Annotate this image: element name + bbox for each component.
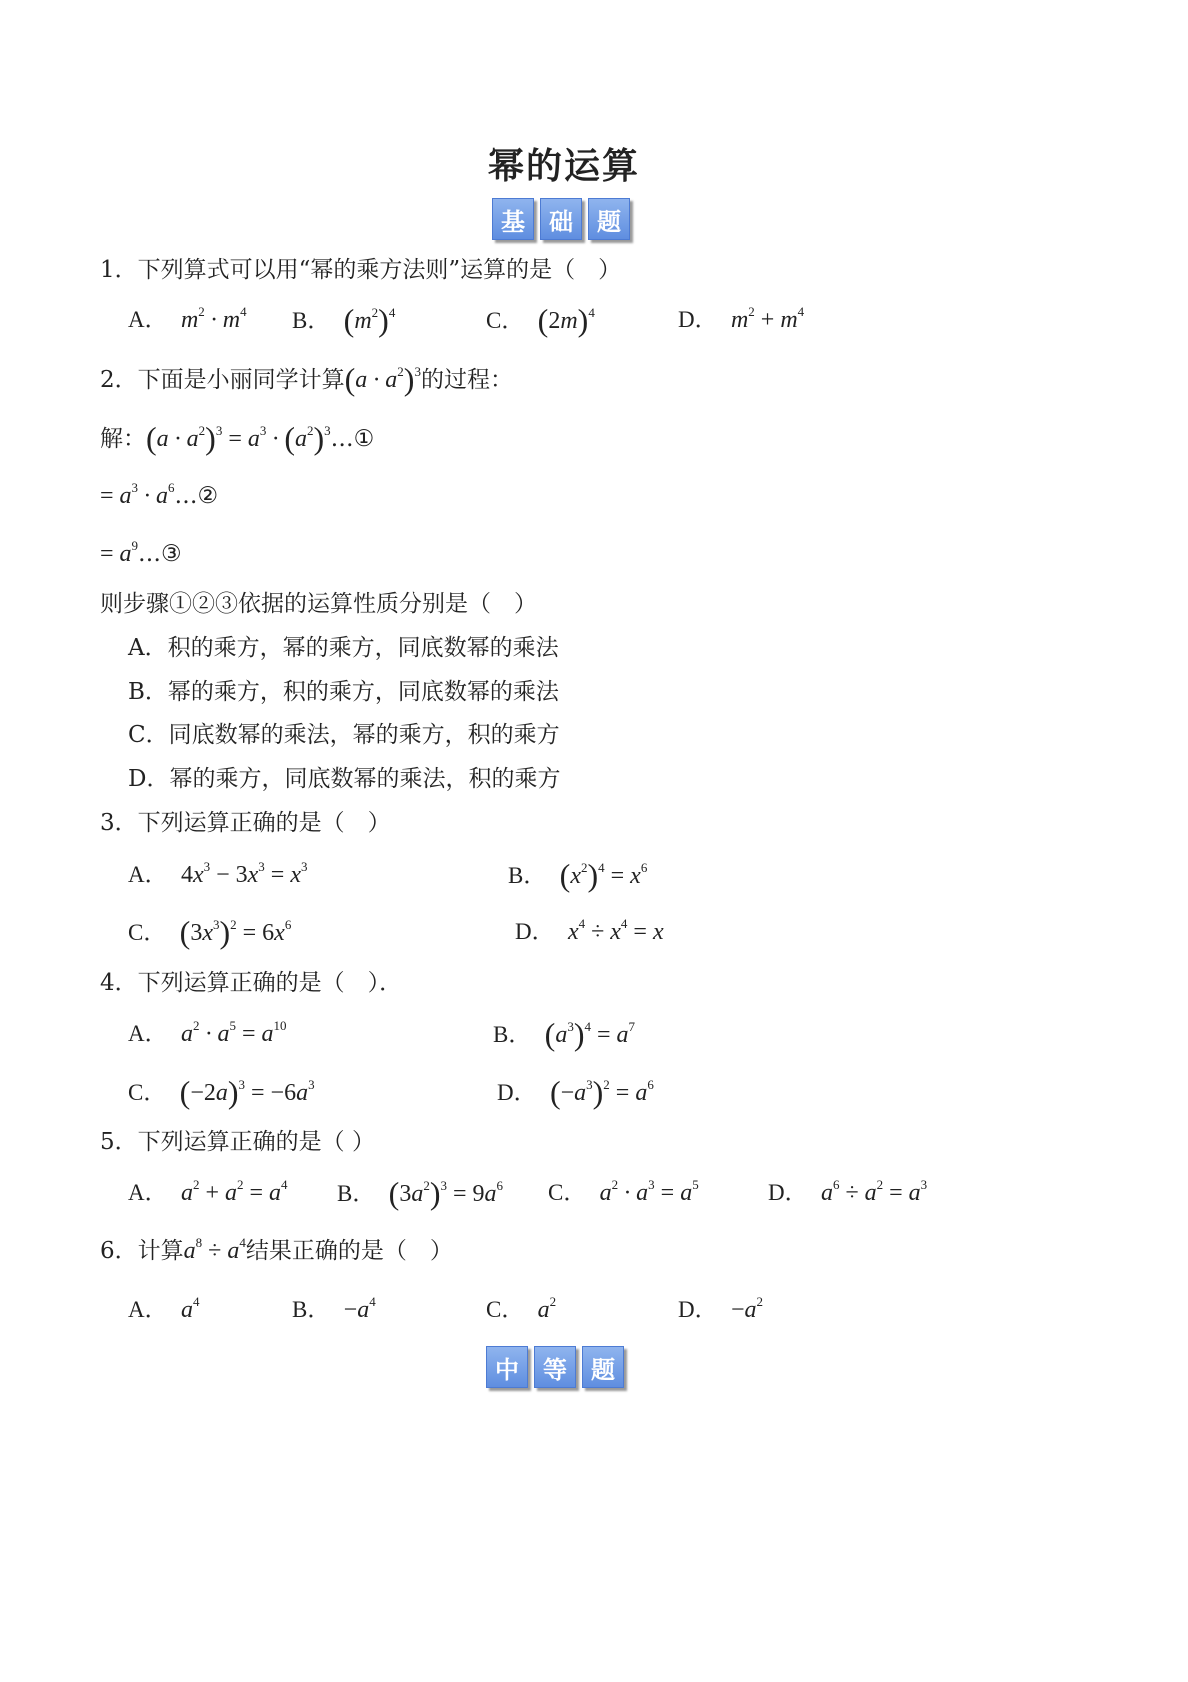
- q4-option-a: [128, 1019, 286, 1049]
- math-expression: $a^4$: [174, 1294, 200, 1323]
- math-expression: $(a \cdot a^2)^3$: [344, 361, 421, 397]
- q5-option-a: [128, 1178, 288, 1208]
- math-expression: $x^4 \div x^4 = x$: [561, 916, 664, 945]
- option-label: B．: [292, 1297, 331, 1322]
- q3-option-a: [128, 860, 308, 890]
- q6-stem: [100, 1236, 453, 1266]
- math-expression: $a^2 \cdot a^3 = a^5$: [593, 1177, 699, 1206]
- math-expression: $m^2 \cdot m^4$: [174, 304, 247, 333]
- option-label: B．: [493, 1022, 532, 1047]
- q2-stem-text: 的过程：: [420, 367, 513, 393]
- option-label: D．: [515, 919, 555, 944]
- step-mark: …③: [138, 541, 182, 567]
- banner-char: 题: [588, 198, 630, 240]
- option-label: C．: [128, 920, 167, 945]
- q4-option-d: [497, 1074, 654, 1110]
- step-mark: …①: [330, 426, 375, 452]
- option-label: D．: [678, 307, 718, 332]
- q2-option-d: D．幂的乘方，同底数幂的乘法，积的乘方: [128, 766, 561, 792]
- q3-stem: 3．下列运算正确的是（ ）: [100, 810, 391, 836]
- q2-question: 则步骤①②③依据的运算性质分别是（ ）: [100, 591, 537, 617]
- q1-option-a: [128, 305, 247, 335]
- q6-option-d: [678, 1295, 763, 1325]
- banner-char: 题: [582, 1346, 624, 1388]
- q6-option-b: [292, 1295, 376, 1325]
- solution-label: 解：: [100, 426, 146, 452]
- option-label: D．: [768, 1180, 808, 1205]
- math-expression: $a^2 + a^2 = a^4$: [174, 1177, 288, 1206]
- option-label: C．: [548, 1180, 587, 1205]
- math-expression: $(-2a)^3 = -6a^3$: [179, 1074, 315, 1110]
- q2-stem-text: 2．下面是小丽同学计算: [100, 367, 345, 393]
- math-expression: $-a^4$: [343, 1294, 376, 1323]
- math-expression: $(a \cdot a^2)^3 = a^3 \cdot (a^2)^3$: [146, 420, 331, 456]
- math-expression: $(3x^3)^2 = 6x^6$: [179, 914, 292, 950]
- q1-option-b: [292, 302, 396, 338]
- math-expression: $-a^2$: [730, 1294, 763, 1323]
- math-expression: $4x^3 - 3x^3 = x^3$: [180, 859, 308, 888]
- q3-option-c: [128, 914, 292, 950]
- q1-stem: 1．下列算式可以用“幂的乘方法则”运算的是（ ）: [100, 257, 622, 283]
- step-mark: …②: [174, 483, 219, 509]
- option-label: D．: [678, 1297, 718, 1322]
- math-expression: $a^2$: [531, 1294, 557, 1323]
- q4-option-b: [493, 1016, 636, 1052]
- option-label: B．: [508, 863, 547, 888]
- q2-step-3: [100, 539, 182, 569]
- q6-stem-text: 6．计算: [100, 1238, 184, 1264]
- q2-option-b: B．幂的乘方，积的乘方，同底数幂的乘法: [128, 679, 559, 705]
- math-expression: $(3a^2)^3 = 9a^6$: [388, 1175, 504, 1211]
- q4-option-c: [128, 1074, 315, 1110]
- q6-stem-text: 结果正确的是（ ）: [245, 1238, 453, 1264]
- page-title: 幂的运算: [488, 145, 641, 187]
- section-banner-basic: [492, 198, 630, 240]
- q5-option-c: [548, 1178, 699, 1208]
- option-label: D．: [497, 1080, 537, 1105]
- q2-stem: [100, 361, 513, 397]
- option-label: A．: [128, 307, 168, 332]
- option-label: A．: [128, 1180, 168, 1205]
- banner-char: 基: [492, 198, 534, 240]
- math-expression: = $a^3 \cdot a^6$: [100, 480, 175, 509]
- banner-char: 中: [486, 1346, 528, 1388]
- option-label: C．: [486, 308, 525, 333]
- math-expression: $(2m)^4$: [537, 302, 595, 338]
- option-label: B．: [337, 1181, 376, 1206]
- q1-option-c: [486, 302, 595, 338]
- math-expression: $a^8 \div a^4$: [183, 1235, 246, 1264]
- q2-step-1: [100, 420, 375, 456]
- q5-option-d: [768, 1178, 927, 1208]
- q6-option-c: [486, 1295, 556, 1325]
- q5-option-b: [337, 1175, 504, 1211]
- banner-char: 等: [534, 1346, 576, 1388]
- math-expression: = $a^9$: [100, 538, 139, 567]
- math-expression: $(x^2)^4 = x^6$: [559, 857, 648, 893]
- q5-stem: 5．下列运算正确的是（ ）: [100, 1129, 375, 1155]
- math-expression: $a^6 \div a^2 = a^3$: [814, 1177, 928, 1206]
- option-label: A．: [128, 1297, 168, 1322]
- q2-option-a: A．积的乘方，幂的乘方，同底数幂的乘法: [128, 635, 559, 661]
- math-expression: $(m^2)^4$: [343, 302, 396, 338]
- q1-option-d: [678, 305, 804, 335]
- q2-step-2: [100, 481, 218, 511]
- option-label: C．: [486, 1297, 525, 1322]
- q4-stem: 4．下列运算正确的是（ ）．: [100, 970, 403, 996]
- math-expression: $(-a^3)^2 = a^6$: [549, 1074, 654, 1110]
- option-label: A．: [128, 1021, 168, 1046]
- section-banner-medium: [486, 1346, 624, 1388]
- math-expression: $a^2 \cdot a^5 = a^{10}$: [174, 1018, 287, 1047]
- option-label: C．: [128, 1080, 167, 1105]
- banner-char: 础: [540, 198, 582, 240]
- math-expression: $m^2 + m^4$: [724, 304, 805, 333]
- q3-option-b: [508, 857, 648, 893]
- option-label: A．: [128, 862, 168, 887]
- math-expression: $(a^3)^4 = a^7$: [544, 1016, 636, 1052]
- q3-option-d: [515, 917, 664, 947]
- option-label: B．: [292, 308, 331, 333]
- q6-option-a: [128, 1295, 199, 1325]
- q2-option-c: C．同底数幂的乘法，幂的乘方，积的乘方: [128, 722, 560, 748]
